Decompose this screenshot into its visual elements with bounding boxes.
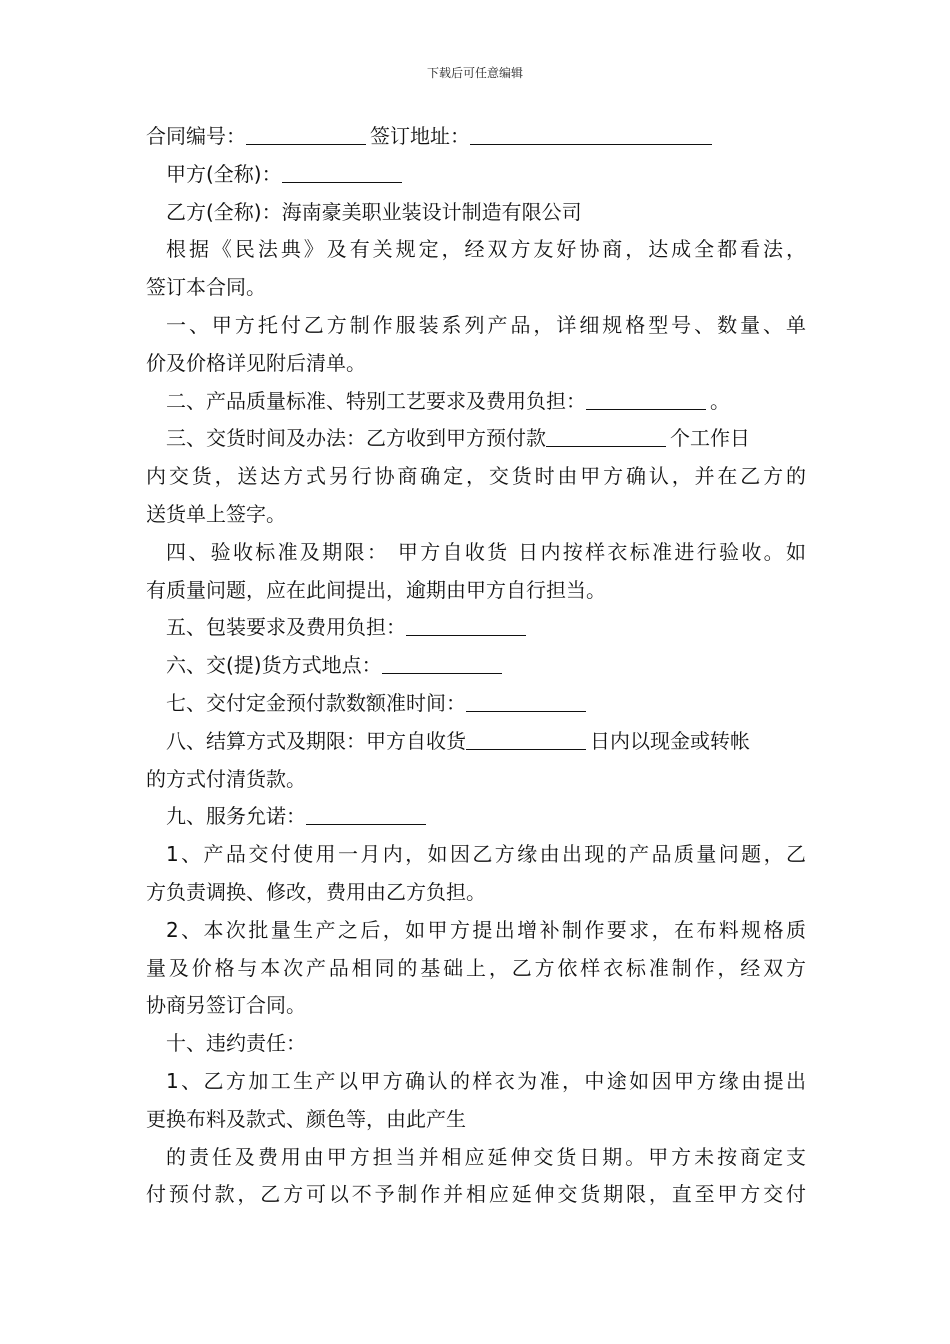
clause-6-text: 六、交(提)货方式地点： [166, 653, 382, 678]
intro-line-1: 根据《民法典》及有关规定，经双方友好协商，达成全都看法， [166, 237, 806, 262]
clause-7-line [146, 685, 806, 723]
clause-9-2-line-3: 协商另签订合同。 [146, 993, 306, 1018]
clause-10-1-line-2: 更换布料及款式、颜色等，由此产生 [146, 1106, 466, 1131]
clause-3-end: 个工作日 [670, 426, 750, 451]
clause-3-line-2: 内交货，送达方式另行协商确定，交货时由甲方确认，并在乙方的 [146, 464, 806, 489]
clause-10-1-line-3: 的责任及费用由甲方担当并相应延伸交货日期。甲方未按商定支 [166, 1144, 806, 1169]
clause-10-1-line-1: 1、乙方加工生产以甲方确认的样衣为准，中途如因甲方缘由提出 [166, 1068, 806, 1093]
clause-9-blank [306, 802, 426, 825]
clause-5-blank [406, 613, 526, 636]
party-a-blank [282, 160, 402, 183]
clause-9-2-line-2: 量及价格与本次产品相同的基础上，乙方依样衣标准制作，经双方 [146, 955, 806, 980]
clause-3-blank [546, 424, 666, 447]
clause-3-text: 三、交货时间及办法：乙方收到甲方预付款 [166, 426, 546, 451]
clause-4-line-2: 有质量问题，应在此间提出，逾期由甲方自行担当。 [146, 577, 606, 602]
clause-2-text: 二、产品质量标准、特别工艺要求及费用负担： [166, 388, 586, 413]
clause-1-line-2: 价及价格详见附后清单。 [146, 350, 366, 375]
clause-7-blank [466, 689, 586, 712]
clause-8-text: 八、结算方式及期限：甲方自收货 [166, 728, 466, 753]
clause-1-line-1: 一、甲方托付乙方制作服装系列产品，详细规格型号、数量、单 [166, 312, 806, 337]
clause-9-line [146, 798, 806, 836]
clause-10-1-line-4: 付预付款，乙方可以不予制作并相应延伸交货期限，直至甲方交付 [146, 1182, 806, 1207]
contract-body [146, 118, 806, 1214]
clause-3-line-1 [146, 420, 806, 458]
clause-5-text: 五、包装要求及费用负担： [166, 615, 406, 640]
clause-6-blank [382, 651, 502, 674]
clause-9-1-line-1: 1、产品交付使用一月内，如因乙方缘由出现的产品质量问题，乙 [166, 842, 806, 867]
contract-number-label: 合同编号： [146, 124, 246, 148]
party-a-label: 甲方(全称)： [166, 161, 282, 186]
clause-9-1-line-2: 方负责调换、修改，费用由乙方负担。 [146, 879, 486, 904]
clause-9-2-line-1: 2、本次批量生产之后，如甲方提出增补制作要求，在布料规格质 [166, 917, 806, 942]
clause-9-text: 九、服务允诺： [166, 804, 306, 829]
contract-number-line [146, 118, 806, 156]
clause-8-line-2: 的方式付清货款。 [146, 766, 306, 791]
clause-5-line [146, 609, 806, 647]
clause-2-line [146, 383, 806, 421]
party-a-line [146, 156, 806, 194]
clause-7-text: 七、交付定金预付款数额准时间： [166, 690, 466, 715]
clause-8-end: 日内以现金或转帐 [590, 728, 750, 753]
clause-2-end: 。 [710, 388, 730, 413]
clause-8-line-1 [146, 723, 806, 761]
sign-place-blank [470, 122, 712, 145]
party-b-name: 海南豪美职业装设计制造有限公司 [281, 199, 582, 224]
contract-number-blank [246, 122, 366, 145]
party-b-line [146, 194, 806, 232]
sign-place-label: 签订地址： [370, 124, 470, 148]
clause-4-line-1: 四、验收标准及期限： 甲方自收货 日内按样衣标准进行验收。如 [166, 539, 806, 564]
intro-line-2: 签订本合同。 [146, 275, 266, 300]
page-header-note: 下载后可任意编辑 [426, 66, 523, 80]
clause-8-blank [466, 727, 586, 750]
clause-10-heading: 十、违约责任： [166, 1031, 306, 1056]
party-b-label: 乙方(全称)： [166, 199, 282, 224]
clause-3-line-3: 送货单上签字。 [146, 501, 286, 526]
clause-6-line [146, 647, 806, 685]
clause-2-blank [586, 387, 706, 410]
